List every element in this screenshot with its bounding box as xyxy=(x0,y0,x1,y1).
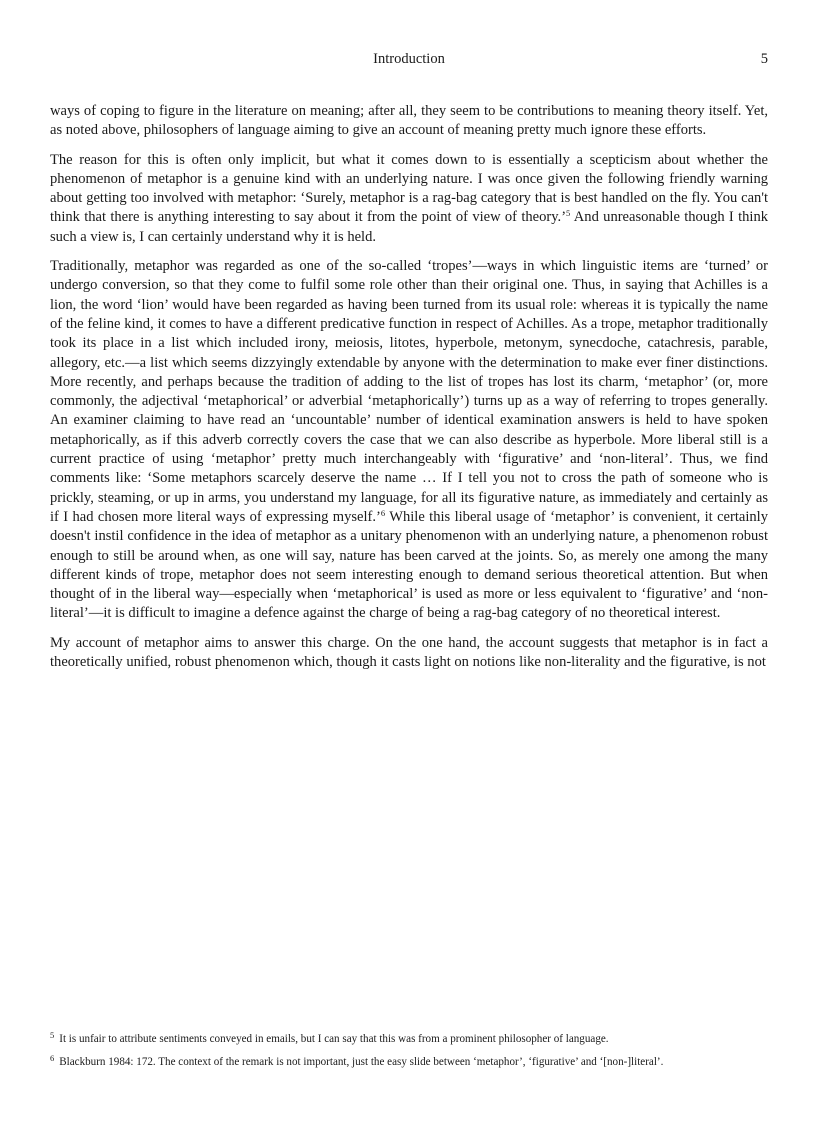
footnote-ref-6[interactable]: 6 xyxy=(380,507,386,518)
paragraph-2-text-a: The reason for this is often only implicit, but what it comes down to is essentially a scepticism about whether the phenomenon of metaphor is a genuine kind with an underlying nature. I was once given the following friendly warning about getting too involved with metaphor: ‘Surely, metaphor is a rag-bag category that is best handled on the fly. You can't think that there is anything interesting to say about it from the point of view of theory.’ xyxy=(50,151,768,226)
footnote-text: It is unfair to attribute sentiments conveyed in emails, but I can say that this was from a prominent philosopher of language. xyxy=(59,1033,609,1045)
running-header xyxy=(50,51,768,71)
page-number: 5 xyxy=(760,51,768,67)
footnote-number: 5 xyxy=(50,1030,55,1040)
footnote-5 xyxy=(50,1032,768,1046)
paragraph-1: ways of coping to figure in the literature on meaning; after all, they seem to be contributions to meaning theory itself. Yet, as noted above, philosophers of language aiming to give an account of meaning pretty much ignore these efforts. xyxy=(50,103,768,139)
footnote-6 xyxy=(50,1055,768,1069)
paragraph-3-text-a: Traditionally, metaphor was regarded as one of the so-called ‘tropes’—ways in which linguistic items are ‘turned’ or undergo conversion, so that they come to fulfil some role other than their original one. Thus, in saying that Achilles is a lion, the word ‘lion’ would have been regarded as having been turned from its usual role: whereas it is typically the name of the feline kind, it comes to have a different predicative function in respect of Achilles. As a trope, metaphor traditionally took its place in a list which included irony, meiosis, litotes, hyperbole, metonym, synecdoche, catachresis, parable, allegory, etc.—a list which seems dizzyingly extendable by anyone with the determination to make ever finer distinctions. More recently, and perhaps because the tradition of adding to the list of tropes has lost its charm, ‘metaphor’ (or, more commonly, the adjectival ‘metaphorical’ or adverbial ‘metaphorically’) turns up as a way of referring to tropes generally. An examiner claiming to have read an ‘uncountable’ number of identical examination answers is held to have spoken metaphorically, as if this adverb correctly covers the case that we can also describe as hyperbole. More liberal still is a current practice of using ‘metaphor’ pretty much interchangeably with ‘figurative’ and ‘non-literal’. Thus, we find comments like: ‘Some metaphors scarcely deserve the name … If I tell you not to cross the path of someone who is prickly, steaming, or up in arms, you understand my language, for all its figurative nature, as immediately and certainly as if I had chosen more literal ways of expressing myself.’ xyxy=(50,258,768,525)
footnote-ref-5[interactable]: 5 xyxy=(566,208,571,219)
body-text xyxy=(50,102,768,682)
footnotes xyxy=(50,1032,768,1078)
paragraph-2 xyxy=(50,151,768,247)
running-header-title: Introduction xyxy=(373,51,445,67)
paragraph-2-text-b: And unreasonable though I think such a view is, I can certainly understand why it is held. xyxy=(50,209,768,245)
footnote-number: 6 xyxy=(50,1053,55,1063)
footnote-text: Blackburn 1984: 172. The context of the remark is not important, just the easy slide between ‘metaphor’, ‘figurative’ and ‘[non-]literal’. xyxy=(59,1056,664,1068)
paragraph-3 xyxy=(50,257,768,624)
paragraph-4: My account of metaphor aims to answer this charge. On the one hand, the account suggests that metaphor is in fact a theoretically unified, robust phenomenon which, though it casts light on notions like non-literality and the figurative, is not xyxy=(50,634,768,671)
paragraph-3-text-b: While this liberal usage of ‘metaphor’ is convenient, it certainly doesn't instil confidence in the idea of metaphor as a unitary phenomenon with an underlying nature, a phenomenon robust enough to still be around when, as one will say, nature has been carved at the joints. So, as merely one among the many different kinds of trope, metaphor does not seem interesting enough to demand serious theoretical attention. But when thought of in the liberal way—especially when ‘metaphorical’ is used as more or less equivalent to ‘figurative’ and ‘non-literal’—it is difficult to imagine a defence against the charge of being a rag-bag category of no theoretical interest. xyxy=(50,508,768,622)
